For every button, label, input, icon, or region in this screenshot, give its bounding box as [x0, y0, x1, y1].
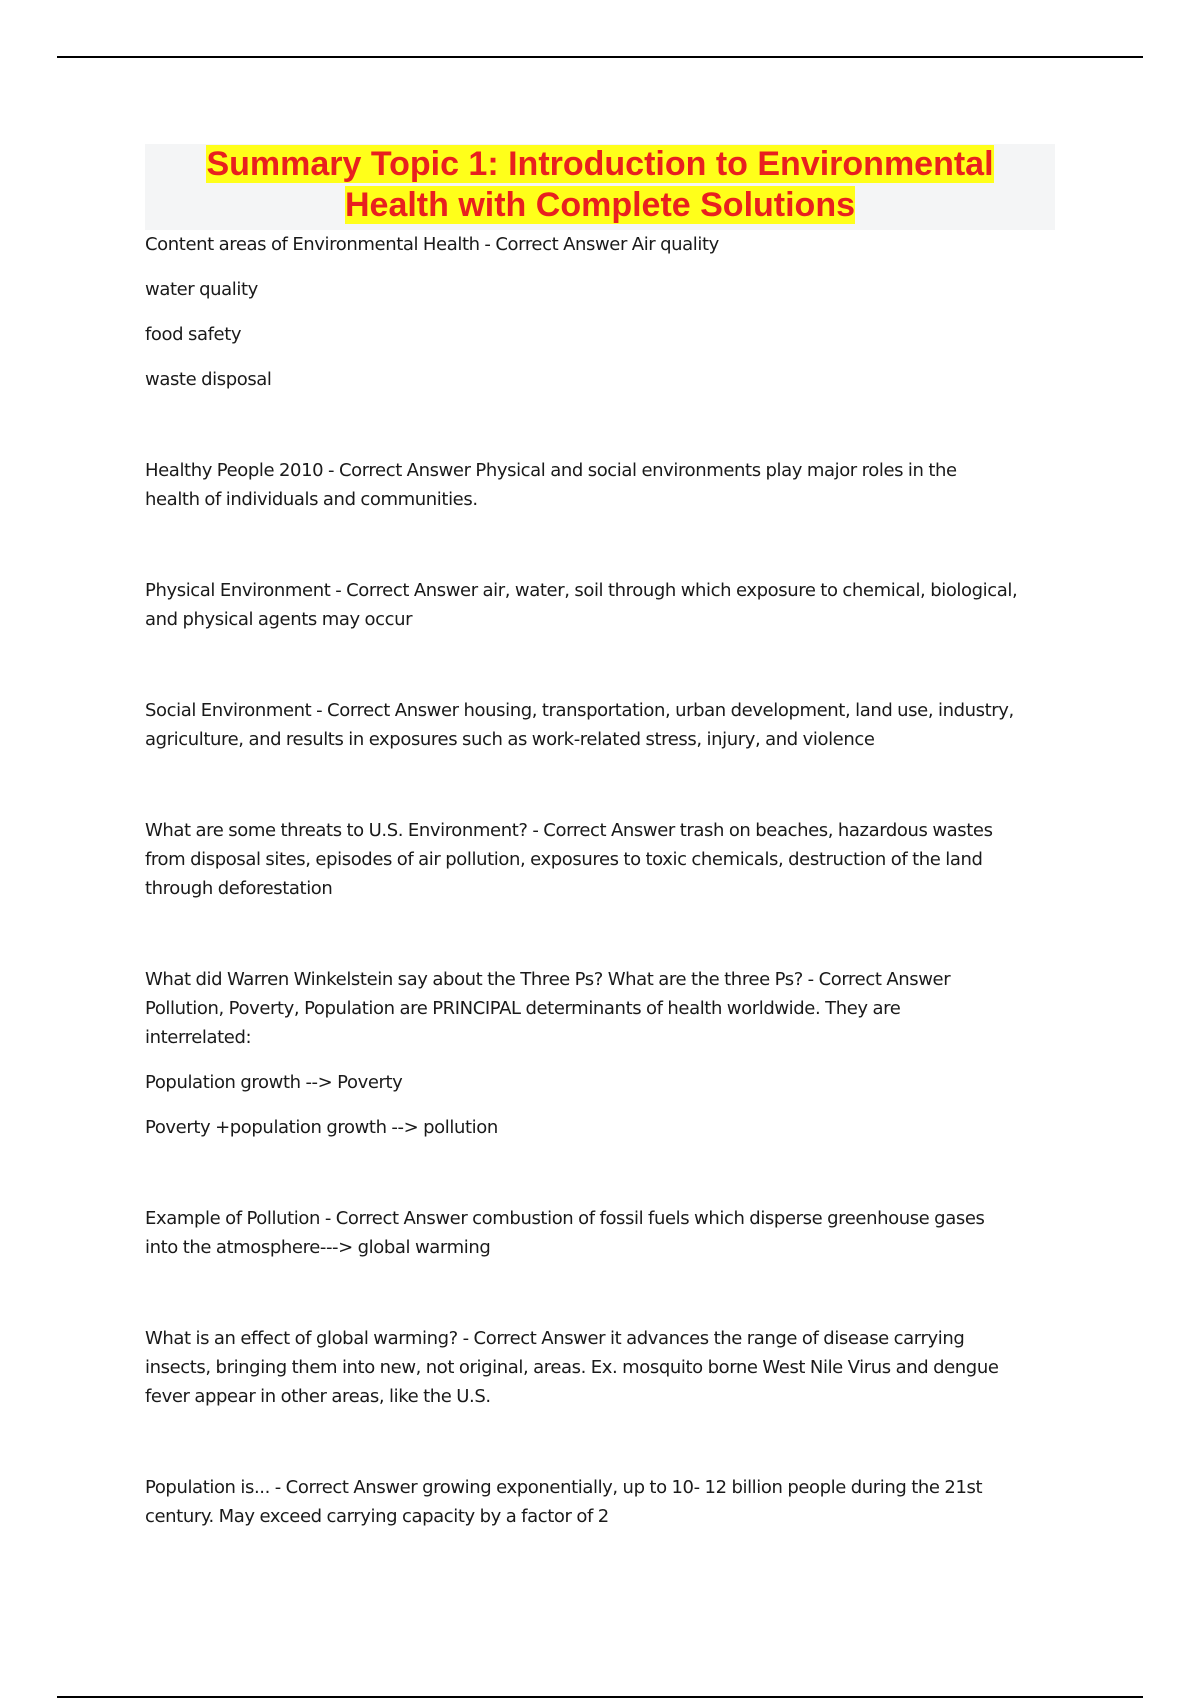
qa-entry: Social Environment - Correct Answer housing, transportation, urban development, land use, industry, agriculture, and results in exposures such as work-related stress, injury, and violence: [145, 700, 1014, 750]
qa-entry: Population growth --> Poverty: [145, 1072, 403, 1093]
qa-entry: Healthy People 2010 - Correct Answer Physical and social environments play major roles in the health of individuals and communities.: [145, 460, 957, 510]
title-line-1: Summary Topic 1: Introduction to Environmental: [206, 145, 994, 183]
title-line-2: Health with Complete Solutions: [344, 186, 856, 224]
document-body: [145, 230, 1060, 1531]
qa-entry: food safety: [145, 324, 242, 345]
qa-entry: waste disposal: [145, 369, 272, 390]
qa-entry: What is an effect of global warming? - Correct Answer it advances the range of disease carrying insects, bringing them into new, not original, areas. Ex. mosquito borne West Nile Virus and dengue fever appear in other areas, like the U.S.: [145, 1328, 999, 1407]
qa-entry: water quality: [145, 279, 258, 300]
footer-rule: [57, 1696, 1143, 1698]
document-title: [145, 144, 1055, 230]
qa-entry: Physical Environment - Correct Answer air, water, soil through which exposure to chemical, biological, and physical agents may occur: [145, 580, 1018, 630]
qa-entry: What are some threats to U.S. Environment? - Correct Answer trash on beaches, hazardous wastes from disposal sites, episodes of air pollution, exposures to toxic chemicals, destruction of the land through deforestation: [145, 820, 993, 899]
header-rule: [57, 56, 1143, 58]
qa-entry: Population is... - Correct Answer growing exponentially, up to 10- 12 billion people during the 21st century. May exceed carrying capacity by a factor of 2: [145, 1477, 983, 1527]
qa-entry: Poverty +population growth --> pollution: [145, 1117, 498, 1138]
qa-entry: Example of Pollution - Correct Answer combustion of fossil fuels which disperse greenhouse gases into the atmosphere---> global warming: [145, 1208, 985, 1258]
qa-entry: What did Warren Winkelstein say about the Three Ps? What are the three Ps? - Correct Answer Pollution, Poverty, Population are PRINCIPAL determinants of health worldwide. They are interrelated:: [145, 969, 951, 1048]
qa-entry: Content areas of Environmental Health - Correct Answer Air quality: [145, 234, 719, 255]
